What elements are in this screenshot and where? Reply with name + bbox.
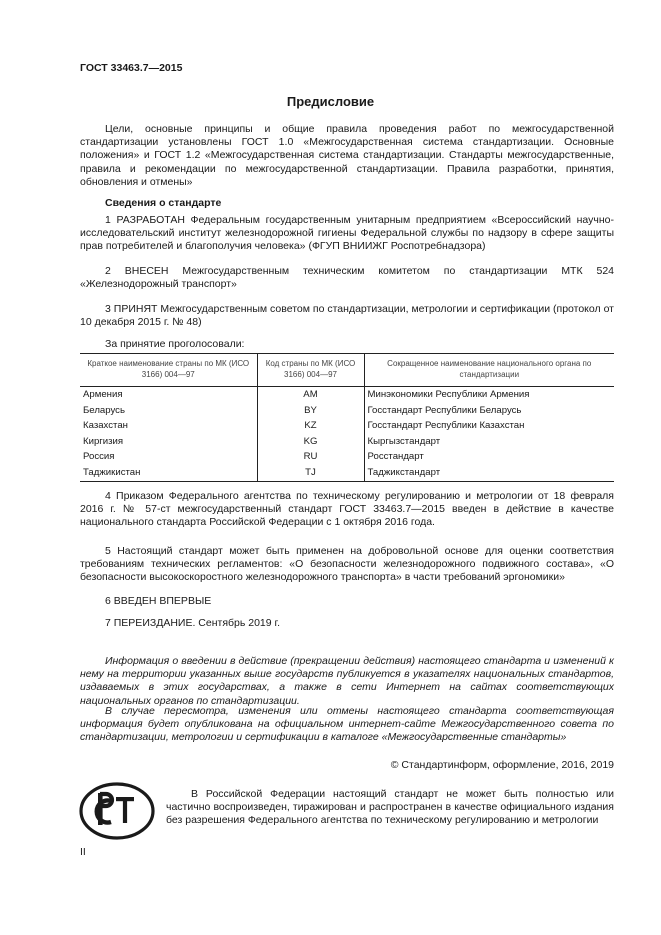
cell-country: Россия (80, 449, 257, 465)
info-note-revision: В случае пересмотра, изменения или отмены настоящего стандарта соответствующая информация будет опубликована на официальном интернет-сайте Межгосударственного совета по стандартизации, метрологии и сертификации в каталоге «Межгосударственные стандарты» (80, 705, 614, 744)
intro-paragraph: Цели, основные принципы и общие правила проведения работ по межгосударственной стандартизации установлены ГОСТ 1.0 «Межгосударственная система стандартизации. Основные положения» и ГОСТ 1.2 «Межгосударственная система стандартизации. Стандарты межгосударственные, правила и рекомендации по межгосударственной стандартизации. Правила разработки, принятия, обновления и отмены» (80, 123, 614, 188)
cell-code: BY (257, 403, 364, 419)
column-header-code: Код страны по МК (ИСО 3166) 004—97 (257, 354, 364, 387)
copyright-line: © Стандартинформ, оформление, 2016, 2019 (390, 759, 614, 771)
item-reissue: 7 ПЕРЕИЗДАНИЕ. Сентябрь 2019 г. (105, 617, 280, 629)
cell-code: KG (257, 434, 364, 450)
cell-body: Госстандарт Республики Казахстан (367, 420, 525, 432)
cell-code: RU (257, 449, 364, 465)
rst-certification-mark-icon (78, 781, 156, 841)
page-title: Предисловие (286, 94, 375, 109)
table-row (80, 449, 614, 465)
cell-country: Таджикистан (80, 465, 257, 481)
cell-body: Кыргызстандарт (367, 435, 441, 447)
item-first: 6 ВВЕДЕН ВПЕРВЫЕ (105, 595, 212, 607)
cell-code: KZ (257, 418, 364, 434)
voting-countries-table (80, 353, 614, 482)
column-header-country: Краткое наименование страны по МК (ИСО 3166) 004—97 (80, 354, 257, 387)
table-row (80, 434, 614, 450)
table-row (80, 387, 614, 403)
cell-code: AM (257, 387, 364, 403)
page-number: II (80, 846, 86, 858)
about-standard-heading: Сведения о стандарте (105, 197, 222, 209)
cell-country: Казахстан (80, 418, 257, 434)
cell-body: Таджикстандарт (364, 465, 614, 481)
item-submitted: 2 ВНЕСЕН Межгосударственным техническим комитетом по стандартизации МТК 524 «Железнодорожный транспорт» (80, 265, 614, 291)
voted-label: За принятие проголосовали: (105, 338, 245, 350)
table-row (80, 403, 614, 419)
cell-body: Госстандарт Республики Беларусь (367, 404, 522, 416)
table-header-row (80, 354, 614, 387)
cell-country: Армения (80, 387, 257, 403)
item-voluntary: 5 Настоящий стандарт может быть применен на добровольной основе для оценки соответствия требованиям технических регламентов: «О безопасности железнодорожного подвижного состава», «О безопасности высокоскоростного железнодорожного транспорта» в части требований эргономики» (80, 545, 614, 584)
item-adopted: 3 ПРИНЯТ Межгосударственным советом по стандартизации, метрологии и сертификации (протокол от 10 декабря 2015 г. № 48) (80, 303, 614, 329)
item-order: 4 Приказом Федерального агентства по техническому регулированию и метрологии от 18 февраля 2016 г. № 57-ст межгосударственный стандарт ГОСТ 33463.7—2015 введен в действие в качестве национального стандарта Российской Федерации с 1 октября 2016 года. (80, 490, 614, 529)
info-note-publication: Информация о введении в действие (прекращении действия) настоящего стандарта и изменений к нему на территории указанных выше государств публикуется в указателях национальных стандартов, издаваемых в этих государствах, а также в сети Интернет на сайтах соответствующих национальных органов по стандартизации. (80, 655, 614, 707)
cell-body: Росстандарт (367, 451, 424, 463)
reproduction-notice: В Российской Федерации настоящий стандарт не может быть полностью или частично воспроизведен, тиражирован и распространен в качестве официального издания без разрешения Федерального агентства по техническому регулированию и метрологии (166, 788, 614, 827)
column-header-body: Сокращенное наименование национального органа по стандартизации (364, 354, 614, 387)
cell-code: TJ (257, 465, 364, 481)
table-row (80, 465, 614, 481)
table-row (80, 418, 614, 434)
cell-body: Минэкономики Республики Армения (367, 389, 530, 400)
standard-code-header: ГОСТ 33463.7—2015 (80, 62, 183, 74)
item-developed: 1 РАЗРАБОТАН Федеральным государственным унитарным предприятием «Всероссийский научно-исследовательский институт железнодорожной гигиены Федеральной службы по надзору в сфере защиты прав потребителей и благополучия человека» (ФГУП ВНИИЖГ Роспотребнадзора) (80, 214, 614, 253)
cell-country: Беларусь (80, 403, 257, 419)
cell-country: Киргизия (80, 434, 257, 450)
